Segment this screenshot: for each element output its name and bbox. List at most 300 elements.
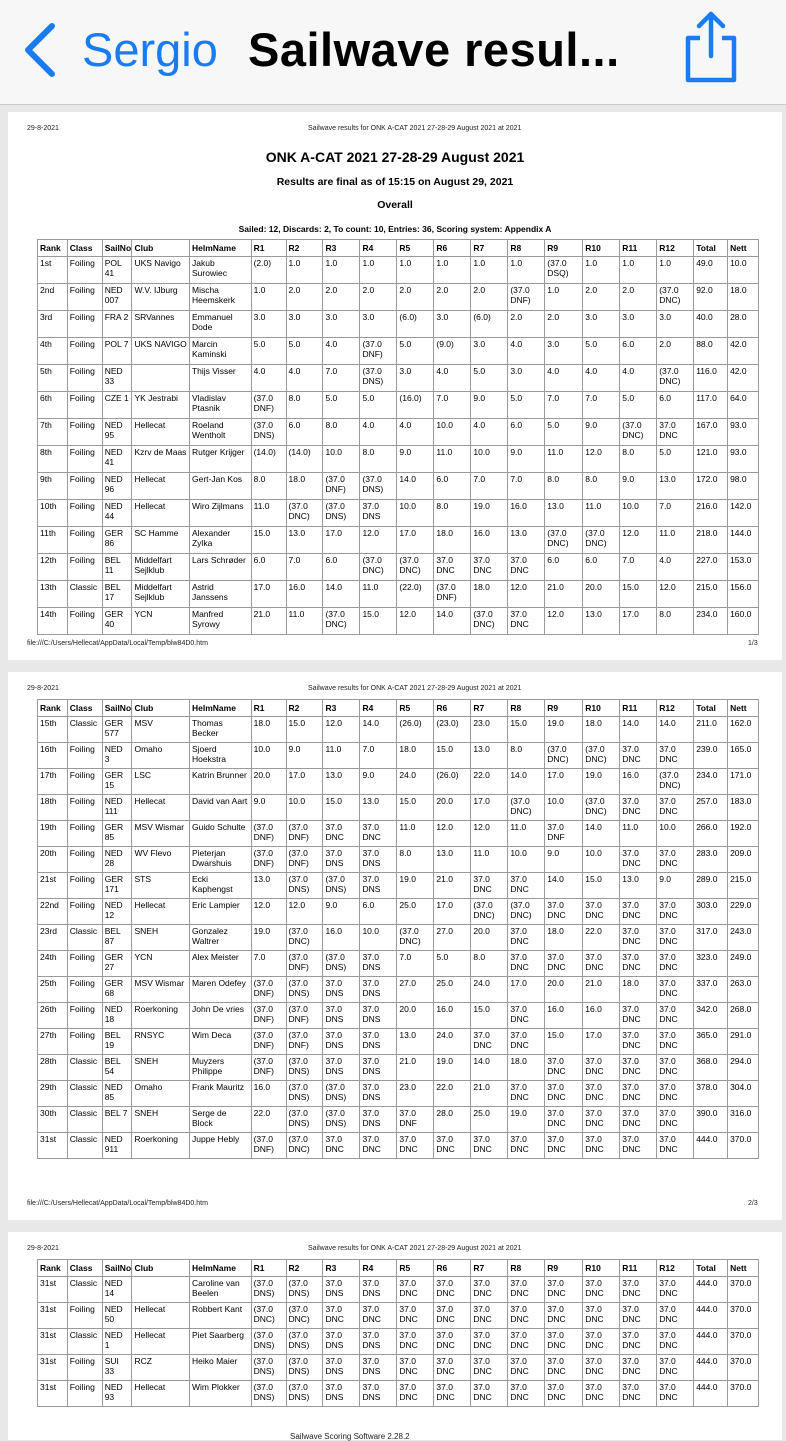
cell-r2: (37.0 DNC) [286, 500, 323, 527]
cell-class: Foiling [67, 365, 102, 392]
cell-r7: 8.0 [471, 951, 508, 977]
cell-r6: 24.0 [434, 1029, 471, 1055]
cell-nett: 370.0 [728, 1355, 759, 1381]
cell-r2: 3.0 [286, 311, 323, 338]
cell-r9: 37.0 DNC [545, 1303, 583, 1329]
cell-club: RCZ [132, 1355, 190, 1381]
column-header-r4: R4 [360, 240, 397, 257]
cell-class: Foiling [67, 419, 102, 446]
cell-r4: 11.0 [360, 581, 397, 608]
table-row [38, 795, 759, 821]
table-row [38, 769, 759, 795]
header-row [38, 700, 759, 717]
cell-total: 121.0 [694, 446, 728, 473]
cell-helmname: Gonzalez Waltrer [189, 925, 251, 951]
cell-r7: 37.0 DNC [471, 873, 508, 899]
cell-r10: 12.0 [583, 446, 620, 473]
cell-r11: 8.0 [620, 446, 657, 473]
cell-club: Hellecat [132, 419, 190, 446]
cell-r2: (37.0 DNS) [286, 1081, 323, 1107]
cell-r3: 10.0 [323, 446, 360, 473]
cell-sailno: NED 12 [102, 899, 132, 925]
cell-r8: 11.0 [508, 821, 545, 847]
cell-club: SNEH [132, 1055, 190, 1081]
cell-r1: 3.0 [251, 311, 286, 338]
cell-nett: 162.0 [728, 717, 759, 743]
cell-r9: 37.0 DNF [545, 821, 583, 847]
cell-helmname: Mischa Heemskerk [189, 284, 251, 311]
cell-r11: (37.0 DNC) [620, 419, 657, 446]
cell-r9: 14.0 [545, 873, 583, 899]
cell-r2: 6.0 [286, 419, 323, 446]
cell-nett: 370.0 [728, 1381, 759, 1407]
cell-r3: 6.0 [323, 554, 360, 581]
cell-r5: 17.0 [397, 527, 434, 554]
cell-helmname: Astrid Janssens [189, 581, 251, 608]
cell-r2: 2.0 [286, 284, 323, 311]
cell-r3: 5.0 [323, 392, 360, 419]
cell-r1: 4.0 [251, 365, 286, 392]
cell-class: Foiling [67, 795, 102, 821]
cell-r3: 37.0 DNS [323, 1055, 360, 1081]
cell-helmname: Alexander Zylka [189, 527, 251, 554]
cell-r9: 8.0 [545, 473, 583, 500]
chevron-left-icon[interactable] [18, 20, 68, 80]
cell-r12: 7.0 [657, 500, 694, 527]
cell-total: 266.0 [694, 821, 728, 847]
back-button[interactable]: Sergio [82, 23, 218, 76]
cell-r10: 1.0 [583, 257, 620, 284]
cell-r12: 6.0 [657, 392, 694, 419]
cell-total: 444.0 [694, 1381, 728, 1407]
column-header-r8: R8 [508, 240, 545, 257]
cell-r3: 13.0 [323, 769, 360, 795]
cell-rank: 12th [38, 554, 68, 581]
cell-total: 239.0 [694, 743, 728, 769]
cell-r1: 6.0 [251, 554, 286, 581]
cell-r10: 37.0 DNC [583, 1303, 620, 1329]
cell-club: WV Flevo [132, 847, 190, 873]
cell-total: 368.0 [694, 1055, 728, 1081]
cell-r6: 1.0 [434, 257, 471, 284]
cell-r4: (37.0 DNS) [360, 365, 397, 392]
cell-r11: 37.0 DNC [620, 1081, 657, 1107]
cell-r1: (37.0 DNS) [251, 1355, 286, 1381]
cell-r10: (37.0 DNC) [583, 743, 620, 769]
cell-r12: 10.0 [657, 821, 694, 847]
cell-r10: 37.0 DNC [583, 1081, 620, 1107]
cell-r9: 2.0 [545, 311, 583, 338]
cell-r2: 5.0 [286, 338, 323, 365]
cell-r5: 13.0 [397, 1029, 434, 1055]
cell-r9: (37.0 DNC) [545, 527, 583, 554]
cell-class: Foiling [67, 554, 102, 581]
cell-rank: 15th [38, 717, 68, 743]
cell-total: 116.0 [694, 365, 728, 392]
cell-r11: 37.0 DNC [620, 899, 657, 925]
cell-r11: 13.0 [620, 873, 657, 899]
table-row [38, 1303, 759, 1329]
cell-r6: (23.0) [434, 717, 471, 743]
cell-rank: 9th [38, 473, 68, 500]
cell-r11: 9.0 [620, 473, 657, 500]
cell-sailno: NED 93 [102, 1381, 132, 1407]
cell-sailno: BEL 19 [102, 1029, 132, 1055]
cell-r6: 17.0 [434, 899, 471, 925]
cell-total: 227.0 [694, 554, 728, 581]
cell-r7: 1.0 [471, 257, 508, 284]
cell-club: YK Jestrabi [132, 392, 190, 419]
cell-club: MSV [132, 717, 190, 743]
cell-r9: (37.0 DSQ) [545, 257, 583, 284]
cell-r12: (37.0 DNC) [657, 769, 694, 795]
cell-r3: (37.0 DNS) [323, 873, 360, 899]
cell-helmname: Roeland Wentholt [189, 419, 251, 446]
table-row [38, 977, 759, 1003]
cell-r12: 37.0 DNC [657, 1003, 694, 1029]
cell-nett: 142.0 [728, 500, 759, 527]
column-header-r9: R9 [545, 1260, 583, 1277]
cell-r1: (37.0 DNF) [251, 392, 286, 419]
cell-r5: (37.0 DNC) [397, 925, 434, 951]
cell-r6: 22.0 [434, 1081, 471, 1107]
cell-helmname: Wim Deca [189, 1029, 251, 1055]
cell-r7: 23.0 [471, 717, 508, 743]
cell-r6: 10.0 [434, 419, 471, 446]
cell-r10: 8.0 [583, 473, 620, 500]
cell-r4: 3.0 [360, 311, 397, 338]
cell-r7: 37.0 DNC [471, 554, 508, 581]
column-header-r11: R11 [620, 700, 657, 717]
table-row [38, 419, 759, 446]
cell-r10: 37.0 DNC [583, 1277, 620, 1303]
cell-helmname: Muyzers Philippe [189, 1055, 251, 1081]
cell-helmname: Frank Mauritz [189, 1081, 251, 1107]
cell-r12: 37.0 DNC [657, 951, 694, 977]
cell-r7: 24.0 [471, 977, 508, 1003]
cell-r3: 4.0 [323, 338, 360, 365]
cell-r8: 10.0 [508, 847, 545, 873]
cell-r3: 37.0 DNS [323, 1381, 360, 1407]
cell-r8: 8.0 [508, 743, 545, 769]
cell-sailno: GER 40 [102, 608, 132, 635]
cell-r12: 37.0 DNC [657, 1355, 694, 1381]
column-header-r6: R6 [434, 700, 471, 717]
cell-helmname: Lars Schrøder [189, 554, 251, 581]
results-table [37, 699, 759, 1159]
cell-r8: (37.0 DNC) [508, 795, 545, 821]
cell-r3: 11.0 [323, 743, 360, 769]
cell-r3: (37.0 DNS) [323, 1081, 360, 1107]
cell-r12: 13.0 [657, 473, 694, 500]
cell-r11: 4.0 [620, 365, 657, 392]
cell-r5: 37.0 DNC [397, 1355, 434, 1381]
cell-r7: 11.0 [471, 847, 508, 873]
cell-r6: 37.0 DNC [434, 1303, 471, 1329]
cell-helmname: Caroline van Beelen [189, 1277, 251, 1303]
cell-r4: 37.0 DNC [360, 1303, 397, 1329]
cell-r4: 12.0 [360, 527, 397, 554]
cell-club: SRVannes [132, 311, 190, 338]
cell-r5: 3.0 [397, 365, 434, 392]
cell-r1: 19.0 [251, 925, 286, 951]
cell-r7: 25.0 [471, 1107, 508, 1133]
cell-r1: 8.0 [251, 473, 286, 500]
cell-r9: 37.0 DNC [545, 1355, 583, 1381]
cell-r5: 37.0 DNC [397, 1303, 434, 1329]
column-header-r1: R1 [251, 700, 286, 717]
page-header: Sailwave results for ONK A-CAT 2021 27-28-29 August 2021 at 2021 [308, 1245, 522, 1252]
cell-rank: 19th [38, 821, 68, 847]
cell-r9: 37.0 DNC [545, 1381, 583, 1407]
cell-total: 444.0 [694, 1329, 728, 1355]
cell-r7: 20.0 [471, 925, 508, 951]
column-header-nett: Nett [728, 240, 759, 257]
cell-sailno: NED 96 [102, 473, 132, 500]
table-row [38, 338, 759, 365]
cell-club: Hellecat [132, 500, 190, 527]
cell-rank: 3rd [38, 311, 68, 338]
software-credit: Sailwave Scoring Software 2.28.2 [290, 1432, 410, 1441]
table-row [38, 821, 759, 847]
cell-class: Foiling [67, 899, 102, 925]
cell-r2: (37.0 DNC) [286, 1303, 323, 1329]
cell-r5: 24.0 [397, 769, 434, 795]
table-row [38, 1003, 759, 1029]
share-icon[interactable] [680, 10, 742, 84]
cell-r1: 10.0 [251, 743, 286, 769]
cell-r8: 17.0 [508, 977, 545, 1003]
cell-r12: 37.0 DNC [657, 977, 694, 1003]
cell-r11: 15.0 [620, 581, 657, 608]
cell-r12: 37.0 DNC [657, 1133, 694, 1159]
table-row [38, 1277, 759, 1303]
cell-r12: 37.0 DNC [657, 899, 694, 925]
table-row [38, 446, 759, 473]
cell-r5: 27.0 [397, 977, 434, 1003]
cell-r4: 8.0 [360, 446, 397, 473]
cell-club: Hellecat [132, 899, 190, 925]
cell-helmname: Thomas Becker [189, 717, 251, 743]
cell-total: 234.0 [694, 608, 728, 635]
cell-sailno: NED 911 [102, 1133, 132, 1159]
cell-club: UKS Navigo [132, 257, 190, 284]
cell-class: Classic [67, 1329, 102, 1355]
cell-sailno: NED 85 [102, 1081, 132, 1107]
cell-r4: 4.0 [360, 419, 397, 446]
table-row [38, 1381, 759, 1407]
cell-sailno: GER 577 [102, 717, 132, 743]
cell-r8: 7.0 [508, 473, 545, 500]
cell-r3: 3.0 [323, 311, 360, 338]
cell-r9: 15.0 [545, 1029, 583, 1055]
cell-r3: (37.0 DNS) [323, 500, 360, 527]
cell-club: SC Hamme [132, 527, 190, 554]
column-header-r5: R5 [397, 240, 434, 257]
cell-r4: 13.0 [360, 795, 397, 821]
cell-sailno: GER 85 [102, 821, 132, 847]
cell-class: Foiling [67, 873, 102, 899]
cell-helmname: Katrin Brunner [189, 769, 251, 795]
cell-r1: (14.0) [251, 446, 286, 473]
cell-r4: 37.0 DNS [360, 1029, 397, 1055]
cell-r3: 37.0 DNS [323, 1329, 360, 1355]
cell-class: Foiling [67, 769, 102, 795]
cell-r9: 12.0 [545, 608, 583, 635]
cell-r9: 37.0 DNC [545, 1329, 583, 1355]
column-header-rank: Rank [38, 1260, 68, 1277]
cell-r10: 37.0 DNC [583, 1107, 620, 1133]
table-row [38, 1133, 759, 1159]
cell-helmname: Wim Plokker [189, 1381, 251, 1407]
cell-r10: 13.0 [583, 608, 620, 635]
cell-r7: 37.0 DNC [471, 1029, 508, 1055]
cell-class: Foiling [67, 257, 102, 284]
cell-r8: 37.0 DNC [508, 1303, 545, 1329]
cell-r9: 17.0 [545, 769, 583, 795]
cell-r8: 19.0 [508, 1107, 545, 1133]
cell-total: 92.0 [694, 284, 728, 311]
cell-r6: 37.0 DNC [434, 1381, 471, 1407]
cell-r2: (37.0 DNF) [286, 951, 323, 977]
cell-helmname: Ecki Kaphengst [189, 873, 251, 899]
cell-total: 390.0 [694, 1107, 728, 1133]
cell-r1: 21.0 [251, 608, 286, 635]
cell-nett: 183.0 [728, 795, 759, 821]
cell-r10: 37.0 DNC [583, 899, 620, 925]
cell-r7: 18.0 [471, 581, 508, 608]
cell-nett: 229.0 [728, 899, 759, 925]
cell-r2: (14.0) [286, 446, 323, 473]
column-header-sailno: SailNo [102, 700, 132, 717]
cell-r10: 17.0 [583, 1029, 620, 1055]
cell-r12: 37.0 DNC [657, 847, 694, 873]
cell-total: 218.0 [694, 527, 728, 554]
cell-r6: 4.0 [434, 365, 471, 392]
column-header-total: Total [694, 240, 728, 257]
cell-r8: (37.0 DNF) [508, 284, 545, 311]
cell-r9: 18.0 [545, 925, 583, 951]
cell-class: Foiling [67, 392, 102, 419]
cell-r10: 7.0 [583, 392, 620, 419]
cell-r6: 2.0 [434, 284, 471, 311]
cell-r8: 37.0 DNC [508, 925, 545, 951]
cell-r5: 7.0 [397, 951, 434, 977]
column-header-r10: R10 [583, 1260, 620, 1277]
cell-r10: 37.0 DNC [583, 1329, 620, 1355]
cell-r11: 37.0 DNC [620, 795, 657, 821]
cell-r6: 7.0 [434, 392, 471, 419]
cell-nett: 243.0 [728, 925, 759, 951]
cell-sailno: NED 1 [102, 1329, 132, 1355]
cell-r9: 6.0 [545, 554, 583, 581]
cell-r12: (37.0 DNC) [657, 284, 694, 311]
table-row [38, 1329, 759, 1355]
column-header-sailno: SailNo [102, 240, 132, 257]
cell-r5: 37.0 DNF [397, 1107, 434, 1133]
cell-r11: 5.0 [620, 392, 657, 419]
cell-r6: 20.0 [434, 795, 471, 821]
cell-r8: 37.0 DNC [508, 1355, 545, 1381]
table-row [38, 1355, 759, 1381]
cell-club: LSC [132, 769, 190, 795]
cell-rank: 30th [38, 1107, 68, 1133]
cell-sailno: POL 7 [102, 338, 132, 365]
column-header-class: Class [67, 1260, 102, 1277]
column-header-r2: R2 [286, 700, 323, 717]
column-header-r7: R7 [471, 1260, 508, 1277]
cell-r9: 37.0 DNC [545, 1055, 583, 1081]
cell-club: SNEH [132, 1107, 190, 1133]
cell-r9: 10.0 [545, 795, 583, 821]
cell-helmname: Jakub Surowiec [189, 257, 251, 284]
cell-r7: 17.0 [471, 795, 508, 821]
cell-r10: 11.0 [583, 500, 620, 527]
cell-r10: 4.0 [583, 365, 620, 392]
cell-nett: 160.0 [728, 608, 759, 635]
cell-total: 337.0 [694, 977, 728, 1003]
cell-club: Hellecat [132, 473, 190, 500]
cell-r6: 37.0 DNC [434, 1277, 471, 1303]
table-row [38, 951, 759, 977]
cell-r2: 18.0 [286, 473, 323, 500]
cell-r12: 3.0 [657, 311, 694, 338]
cell-class: Classic [67, 717, 102, 743]
cell-rank: 28th [38, 1055, 68, 1081]
column-header-rank: Rank [38, 700, 68, 717]
cell-r4: 37.0 DNS [360, 1329, 397, 1355]
cell-r5: 37.0 DNC [397, 1381, 434, 1407]
cell-r9: 9.0 [545, 847, 583, 873]
cell-rank: 31st [38, 1329, 68, 1355]
cell-total: 40.0 [694, 311, 728, 338]
table-row [38, 873, 759, 899]
cell-r4: 37.0 DNS [360, 873, 397, 899]
cell-club: YCN [132, 608, 190, 635]
cell-r2: 12.0 [286, 899, 323, 925]
cell-r4: 37.0 DNS [360, 847, 397, 873]
cell-r12: 5.0 [657, 446, 694, 473]
cell-r3: 16.0 [323, 925, 360, 951]
cell-r8: 37.0 DNC [508, 1277, 545, 1303]
cell-club: MSV Wismar [132, 977, 190, 1003]
cell-rank: 8th [38, 446, 68, 473]
cell-r11: 37.0 DNC [620, 1107, 657, 1133]
cell-r6: 27.0 [434, 925, 471, 951]
cell-r12: 37.0 DNC [657, 925, 694, 951]
cell-club: MSV Wismar [132, 821, 190, 847]
cell-r8: 3.0 [508, 365, 545, 392]
cell-total: 317.0 [694, 925, 728, 951]
cell-total: 283.0 [694, 847, 728, 873]
cell-r11: 10.0 [620, 500, 657, 527]
cell-r11: 37.0 DNC [620, 1277, 657, 1303]
cell-r6: 18.0 [434, 527, 471, 554]
column-header-helmname: HelmName [189, 1260, 251, 1277]
cell-r3: 9.0 [323, 899, 360, 925]
cell-r12: 14.0 [657, 717, 694, 743]
cell-r3: 14.0 [323, 581, 360, 608]
cell-r1: 16.0 [251, 1081, 286, 1107]
document-page-3 [8, 1232, 782, 1440]
cell-r8: 37.0 DNC [508, 873, 545, 899]
cell-nett: 263.0 [728, 977, 759, 1003]
cell-rank: 4th [38, 338, 68, 365]
cell-r10: 15.0 [583, 873, 620, 899]
cell-r2: (37.0 DNS) [286, 1355, 323, 1381]
cell-total: 257.0 [694, 795, 728, 821]
cell-club: Roerkoning [132, 1003, 190, 1029]
